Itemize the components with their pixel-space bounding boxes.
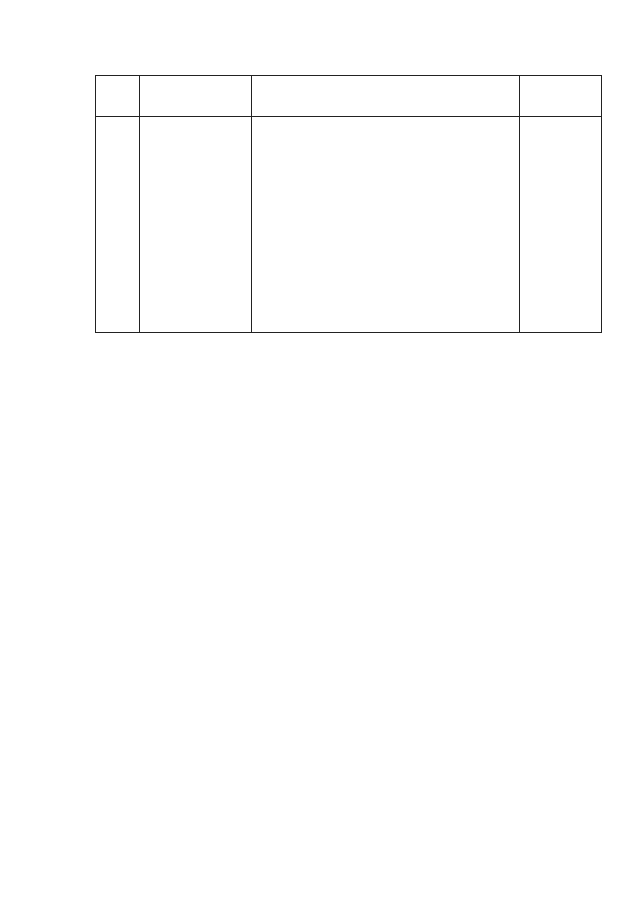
header-deskripsi bbox=[251, 76, 519, 116]
table-header-divider bbox=[96, 116, 601, 117]
header-kegiatan bbox=[139, 76, 251, 116]
activity-table bbox=[95, 75, 602, 333]
header-alokasi-waktu bbox=[519, 76, 602, 116]
header-no bbox=[96, 76, 139, 116]
